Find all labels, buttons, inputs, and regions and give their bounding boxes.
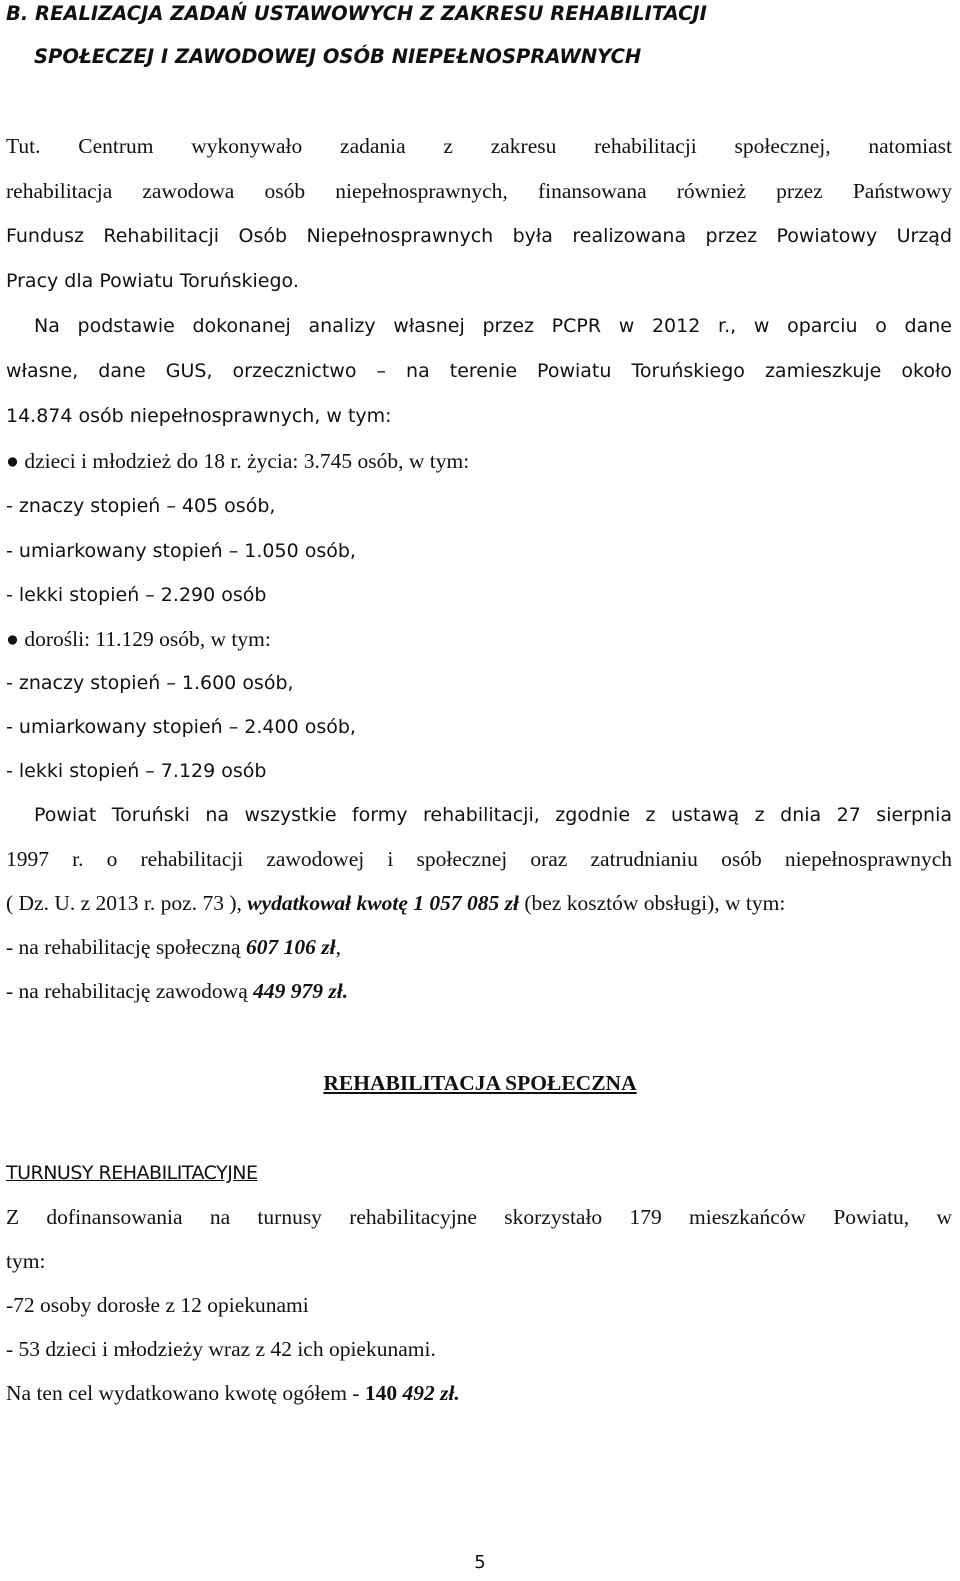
turnusy-item-1: -72 osoby dorosłe z 12 opiekunami [6,1293,309,1317]
total-spending-amount: wydatkował kwotę 1 057 085 zł [247,891,519,915]
turnusy-title: TURNUSY REHABILITACYJNE [6,1162,258,1184]
analysis-line-2: własne, dane GUS, orzecznictwo – na terenie Powiatu Toruńskiego zamieszkuje około [6,360,952,382]
children-item-1: - znaczy stopień – 405 osób, [6,495,276,517]
children-item-2: - umiarkowany stopień – 1.050 osób, [6,540,356,562]
page-number: 5 [474,1552,486,1573]
vocational-rehab-label: - na rehabilitację zawodową [6,979,254,1003]
adults-header: ● dorośli: 11.129 osób, w tym: [6,627,271,651]
social-rehab-spending [6,932,952,962]
spending-line-3-post: (bez kosztów obsługi), w tym: [518,891,786,915]
section-heading-line2: SPOŁECZEJ I ZAWODOWEJ OSÓB NIEPEŁNOSPRAWNYCH [34,45,642,68]
analysis-line-1: Na podstawie dokonanej analizy własnej przez PCPR w 2012 r., w oparciu o dane [34,315,952,337]
vocational-rehab-spending [6,976,952,1006]
intro-line-4: Pracy dla Powiatu Toruńskiego. [6,270,299,292]
spending-line-3 [6,888,952,918]
turnusy-line-1: Z dofinansowania na turnusy rehabilitacyjne skorzystało 179 mieszkańców Powiatu, w [6,1205,952,1229]
turnusy-total-label: Na ten cel wydatkowano kwotę ogółem - [6,1381,365,1405]
children-header: ● dzieci i młodzież do 18 r. życia: 3.745 osób, w tym: [6,449,470,473]
vocational-rehab-amount: 449 979 zł. [253,979,349,1003]
social-rehab-amount: 607 106 zł [245,935,336,959]
section-heading-line1: B. REALIZACJA ZADAŃ USTAWOWYCH Z ZAKRESU REHABILITACJI [6,2,707,25]
social-rehab-post: , [335,935,341,959]
turnusy-line-2: tym: [6,1249,46,1273]
adults-item-1: - znaczy stopień – 1.600 osób, [6,672,294,694]
turnusy-total-amount-int: 140 [364,1381,398,1405]
spending-line-2: 1997 r. o rehabilitacji zawodowej i społecznej oraz zatrudnianiu osób niepełnosprawnych [6,847,952,871]
intro-line-2: rehabilitacja zawodowa osób niepełnosprawnych, finansowana również przez Państwowy [6,179,952,203]
intro-line-1: Tut. Centrum wykonywało zadania z zakresu rehabilitacji społecznej, natomiast [6,134,952,158]
adults-item-3: - lekki stopień – 7.129 osób [6,760,267,782]
turnusy-item-2: - 53 dzieci i młodzieży wraz z 42 ich opiekunami. [6,1337,436,1361]
turnusy-total-amount-rest: 492 zł. [397,1381,460,1405]
social-rehab-title: REHABILITACJA SPOŁECZNA [323,1071,637,1095]
spending-line-3-pre: ( Dz. U. z 2013 r. poz. 73 ), [6,891,248,915]
children-item-3: - lekki stopień – 2.290 osób [6,584,267,606]
social-rehab-label: - na rehabilitację społeczną [6,935,246,959]
analysis-line-3: 14.874 osób niepełnosprawnych, w tym: [6,405,392,427]
spending-line-1: Powiat Toruński na wszystkie formy rehabilitacji, zgodnie z ustawą z dnia 27 sierpnia [34,804,952,826]
adults-item-2: - umiarkowany stopień – 2.400 osób, [6,716,356,738]
intro-line-3: Fundusz Rehabilitacji Osób Niepełnosprawnych była realizowana przez Powiatowy Urząd [6,225,952,247]
turnusy-total [6,1378,952,1408]
